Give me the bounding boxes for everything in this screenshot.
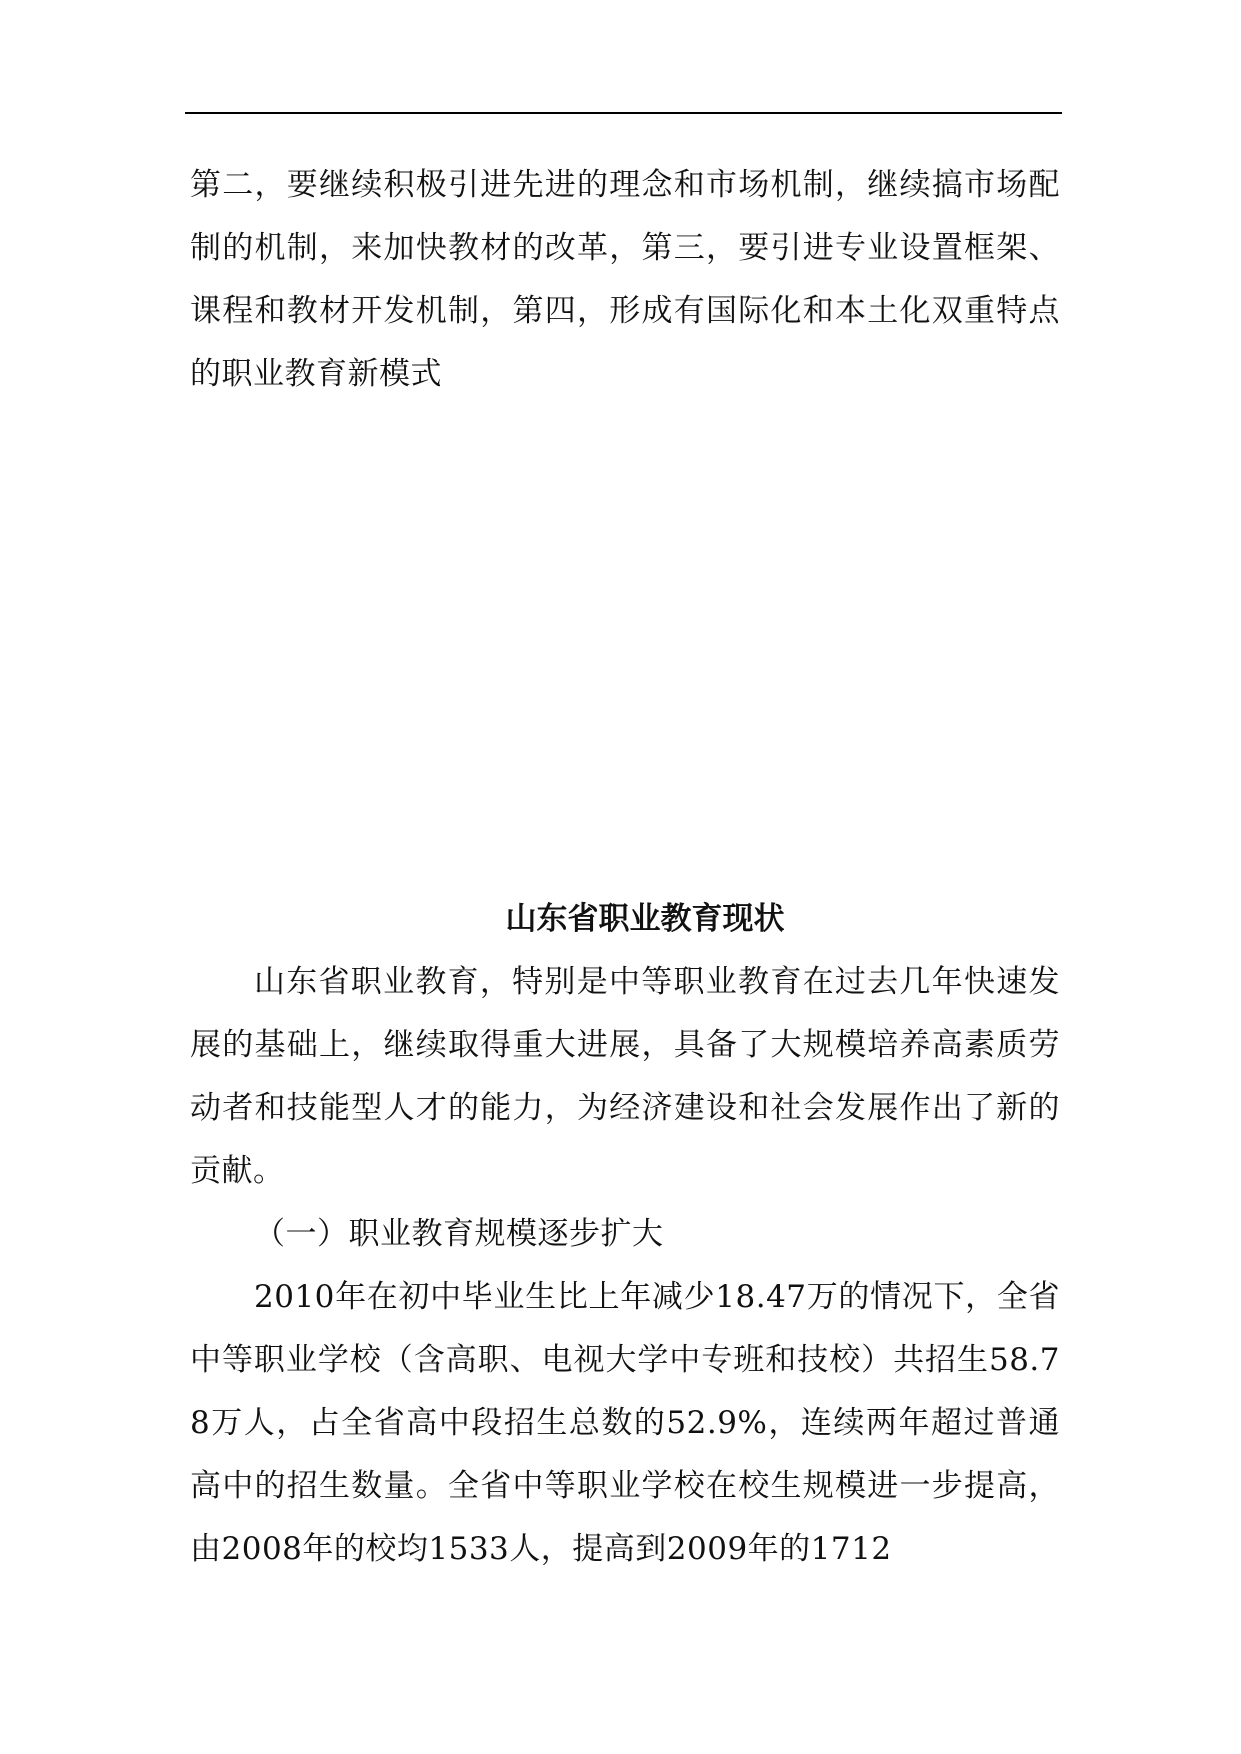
header-rule <box>185 112 1062 114</box>
paragraph-1: 第二，要继续积极引进先进的理念和市场机制，继续搞市场配制的机制，来加快教材的改革，第三，要引进专业设置框架、课程和教材开发机制，第四，形成有国际化和本土化双重特点的职业教育新模式 <box>190 167 1060 392</box>
paragraph-3: 2010年在初中毕业生比上年减少18.47万的情况下，全省中等职业学校（含高职、电视大学中专班和技校）共招生58.78万人，占全省高中段招生总数的52.9%，连续两年超过普通高中的招生数量。全省中等职业学校在校生规模进一步提高，由2008年的校均1533人，提高到2009年的1712 <box>190 1279 1060 1567</box>
section-title: 山东省职业教育现状 <box>505 901 785 937</box>
paragraph-2: 山东省职业教育，特别是中等职业教育在过去几年快速发展的基础上，继续取得重大进展，具备了大规模培养高素质劳动者和技能型人才的能力，为经济建设和社会发展作出了新的贡献。 <box>190 964 1060 1189</box>
subheading-1: （一）职业教育规模逐步扩大 <box>254 1216 664 1252</box>
